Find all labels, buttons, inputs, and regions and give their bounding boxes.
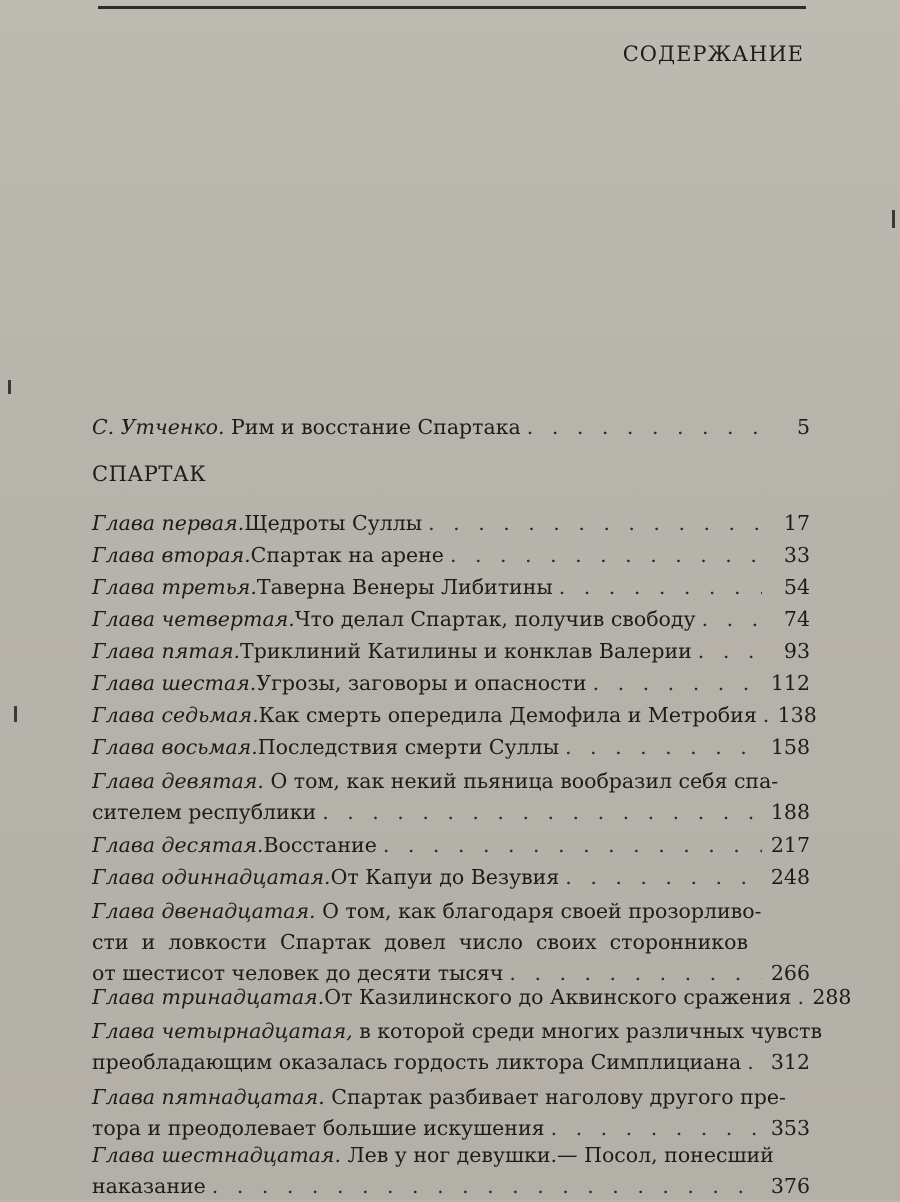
chapter-line — [92, 1140, 810, 1171]
chapter-line — [92, 830, 810, 861]
chapter-title: Щедроты Суллы — [244, 511, 423, 535]
chapter-entry — [92, 896, 810, 989]
chapter-title: Триклиний Катилины и конклав Валерии — [240, 639, 692, 663]
chapter-entry — [92, 1016, 823, 1078]
chapter-page-number: 353 — [770, 1116, 810, 1140]
leader-dots — [559, 862, 762, 893]
chapter-label: Глава девятая. — [92, 769, 264, 793]
chapter-label: Глава десятая. — [92, 833, 264, 857]
leader-dots — [559, 732, 762, 763]
chapter-entry — [92, 540, 810, 571]
intro-entry — [92, 412, 810, 443]
chapter-page-number: 33 — [783, 543, 810, 567]
chapter-label: Глава третья. — [92, 575, 257, 599]
leader-dots — [791, 982, 803, 1013]
chapter-title: Последствия смерти Суллы — [257, 735, 560, 759]
chapter-line — [92, 797, 810, 828]
chapter-title: тора и преодолевает большие искушения — [92, 1116, 545, 1140]
chapter-page-number: 93 — [783, 639, 810, 663]
chapter-page-number: 74 — [783, 607, 810, 631]
page-edge-mark — [8, 380, 11, 394]
chapter-label: Глава одиннадцатая. — [92, 865, 331, 889]
chapter-entry — [92, 1082, 810, 1144]
chapter-label: Глава пятнадцатая. — [92, 1085, 325, 1109]
contents-heading: СОДЕРЖАНИЕ — [622, 42, 804, 66]
chapter-entry — [92, 508, 810, 539]
chapter-title: От Капуи до Везувия — [330, 865, 560, 889]
chapter-line — [92, 732, 810, 763]
chapter-label: Глава пятая. — [92, 639, 241, 663]
chapter-entry — [92, 830, 810, 861]
chapter-line — [92, 668, 810, 699]
chapter-page-number: 158 — [770, 735, 810, 759]
chapter-title: От Казилинского до Аквинского сражения — [324, 985, 792, 1009]
chapter-label: Глава вторая. — [92, 543, 251, 567]
leader-dots — [696, 604, 762, 635]
leader-dots — [741, 1047, 762, 1078]
chapter-title: от шестисот человек до десяти тысяч — [92, 961, 504, 985]
chapter-entry — [92, 862, 810, 893]
chapter-entry — [92, 604, 810, 635]
chapter-title: О том, как благодаря своей прозорливо- — [322, 899, 762, 923]
page-edge-mark — [892, 210, 895, 228]
chapter-line — [92, 896, 810, 927]
leader-dots — [553, 572, 762, 603]
chapter-title: Восстание — [263, 833, 377, 857]
chapter-line — [92, 540, 810, 571]
chapter-line — [92, 766, 810, 797]
leader-dots — [377, 830, 762, 861]
chapter-line — [92, 982, 852, 1013]
chapter-page-number: 248 — [770, 865, 810, 889]
chapter-line — [92, 508, 810, 539]
chapter-entry — [92, 1140, 810, 1202]
chapter-entry — [92, 700, 817, 731]
intro-page: 5 — [796, 415, 810, 439]
chapter-page-number: 312 — [770, 1050, 810, 1074]
chapter-title: Угрозы, заговоры и опасности — [256, 671, 587, 695]
chapter-title: наказание — [92, 1174, 206, 1198]
chapter-title: в которой среди многих различных чувств — [359, 1019, 823, 1043]
chapter-label: Глава седьмая. — [92, 703, 259, 727]
chapter-line — [92, 636, 810, 667]
chapter-line — [92, 862, 810, 893]
chapter-page-number: 188 — [770, 800, 810, 824]
chapter-entry — [92, 982, 852, 1013]
chapter-title: преобладающим оказалась гордость ликтора Симплициана — [92, 1050, 742, 1074]
chapter-title: сти и ловкости Спартак довел число своих сторонников — [92, 930, 748, 954]
chapter-entry — [92, 732, 810, 763]
leader-dots — [206, 1171, 762, 1202]
chapter-title: О том, как некий пьяница вообразил себя спа- — [270, 769, 779, 793]
chapter-line — [92, 604, 810, 635]
intro-author: С. Утченко. — [92, 415, 225, 439]
chapter-label: Глава первая. — [92, 511, 245, 535]
chapter-label: Глава шестая. — [92, 671, 257, 695]
leader-dots — [444, 540, 762, 571]
leader-dots — [757, 700, 769, 731]
chapter-page-number: 138 — [777, 703, 817, 727]
intro-title: Рим и восстание Спартака — [231, 415, 521, 439]
chapter-page-number: 17 — [783, 511, 810, 535]
leader-dots — [521, 412, 762, 443]
chapter-line — [92, 1171, 810, 1202]
chapter-label: Глава четырнадцатая, — [92, 1019, 353, 1043]
chapter-label: Глава шестнадцатая. — [92, 1143, 341, 1167]
chapter-line — [92, 927, 810, 958]
top-rule — [98, 6, 806, 9]
chapter-line — [92, 1047, 810, 1078]
chapter-label: Глава четвертая. — [92, 607, 295, 631]
chapter-page-number: 376 — [770, 1174, 810, 1198]
chapter-entry — [92, 766, 810, 828]
chapter-page-number: 54 — [783, 575, 810, 599]
chapter-title: Как смерть опередила Демофила и Метробия — [258, 703, 757, 727]
chapter-entry — [92, 572, 810, 603]
chapter-line — [92, 1016, 823, 1047]
chapter-title: Спартак на арене — [250, 543, 444, 567]
chapter-title: Что делал Спартак, получив свободу — [294, 607, 696, 631]
chapter-label: Глава тринадцатая. — [92, 985, 325, 1009]
leader-dots — [316, 797, 762, 828]
chapter-title: Лев у ног девушки.— Посол, понесший — [347, 1143, 774, 1167]
chapter-page-number: 217 — [770, 833, 810, 857]
section-title: СПАРТАК — [92, 462, 207, 486]
chapter-line — [92, 1082, 810, 1113]
chapter-page-number: 112 — [770, 671, 810, 695]
leader-dots — [422, 508, 762, 539]
chapter-page-number: 266 — [770, 961, 810, 985]
chapter-entry — [92, 636, 810, 667]
chapter-title: сителем республики — [92, 800, 317, 824]
chapter-label: Глава восьмая. — [92, 735, 258, 759]
chapter-label: Глава двенадцатая. — [92, 899, 316, 923]
chapter-line — [92, 700, 817, 731]
chapter-entry — [92, 668, 810, 699]
chapter-page-number: 288 — [812, 985, 852, 1009]
chapter-title: Таверна Венеры Либитины — [256, 575, 553, 599]
chapter-line — [92, 572, 810, 603]
page-edge-mark — [14, 706, 17, 722]
chapter-title: Спартак разбивает наголову другого пре- — [331, 1085, 786, 1109]
leader-dots — [692, 636, 762, 667]
leader-dots — [587, 668, 762, 699]
